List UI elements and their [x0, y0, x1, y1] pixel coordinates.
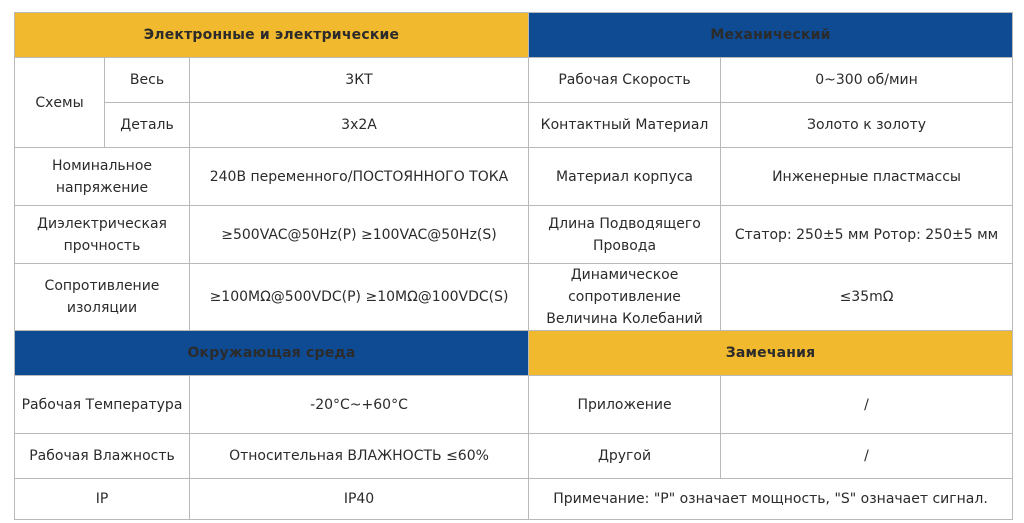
table-row	[15, 264, 1013, 331]
whole-value: 3КТ	[190, 58, 529, 103]
ip-value: IP40	[190, 479, 529, 520]
humidity-value: Относительная ВЛАЖНОСТЬ ≤60%	[190, 434, 529, 479]
table-row	[15, 479, 1013, 520]
dynamic-label: Динамическое сопротивление Величина Колебаний	[529, 264, 721, 331]
application-label: Приложение	[529, 376, 721, 434]
application-value: /	[721, 376, 1013, 434]
remarks-note: Примечание: "P" означает мощность, "S" означает сигнал.	[529, 479, 1013, 520]
temp-label: Рабочая Температура	[15, 376, 190, 434]
table-row	[15, 434, 1013, 479]
section-remarks-header: Замечания	[529, 331, 1013, 376]
housing-value: Инженерные пластмассы	[721, 148, 1013, 206]
spec-table	[14, 12, 1013, 520]
dynamic-value: ≤35mΩ	[721, 264, 1013, 331]
table-row	[15, 103, 1013, 148]
contact-value: Золото к золоту	[721, 103, 1013, 148]
lead-label: Длина Подводящего Провода	[529, 206, 721, 264]
detail-value: 3x2A	[190, 103, 529, 148]
dielectric-label: Диэлектрическая прочность	[15, 206, 190, 264]
table-row	[15, 206, 1013, 264]
humidity-label: Рабочая Влажность	[15, 434, 190, 479]
header-row-top	[15, 13, 1013, 58]
section-electrical-header: Электронные и электрические	[15, 13, 529, 58]
housing-label: Материал корпуса	[529, 148, 721, 206]
lead-value: Статор: 250±5 мм Ротор: 250±5 мм	[721, 206, 1013, 264]
other-value: /	[721, 434, 1013, 479]
detail-label: Деталь	[105, 103, 190, 148]
table-row	[15, 58, 1013, 103]
insulation-value: ≥100MΩ@500VDC(P) ≥10MΩ@100VDC(S)	[190, 264, 529, 331]
dielectric-value: ≥500VAC@50Hz(P) ≥100VAC@50Hz(S)	[190, 206, 529, 264]
section-environment-header: Окружающая среда	[15, 331, 529, 376]
section-mechanical-header: Механический	[529, 13, 1013, 58]
whole-label: Весь	[105, 58, 190, 103]
table-row	[15, 148, 1013, 206]
other-label: Другой	[529, 434, 721, 479]
spec-sheet	[14, 12, 1012, 518]
temp-value: -20°C~+60°C	[190, 376, 529, 434]
table-row	[15, 376, 1013, 434]
contact-label: Контактный Материал	[529, 103, 721, 148]
speed-label: Рабочая Скорость	[529, 58, 721, 103]
voltage-label: Номинальное напряжение	[15, 148, 190, 206]
speed-value: 0~300 об/мин	[721, 58, 1013, 103]
ip-label: IP	[15, 479, 190, 520]
circuits-label: Схемы	[15, 58, 105, 148]
voltage-value: 240В переменного/ПОСТОЯННОГО ТОКА	[190, 148, 529, 206]
insulation-label: Сопротивление изоляции	[15, 264, 190, 331]
header-row-bottom	[15, 331, 1013, 376]
